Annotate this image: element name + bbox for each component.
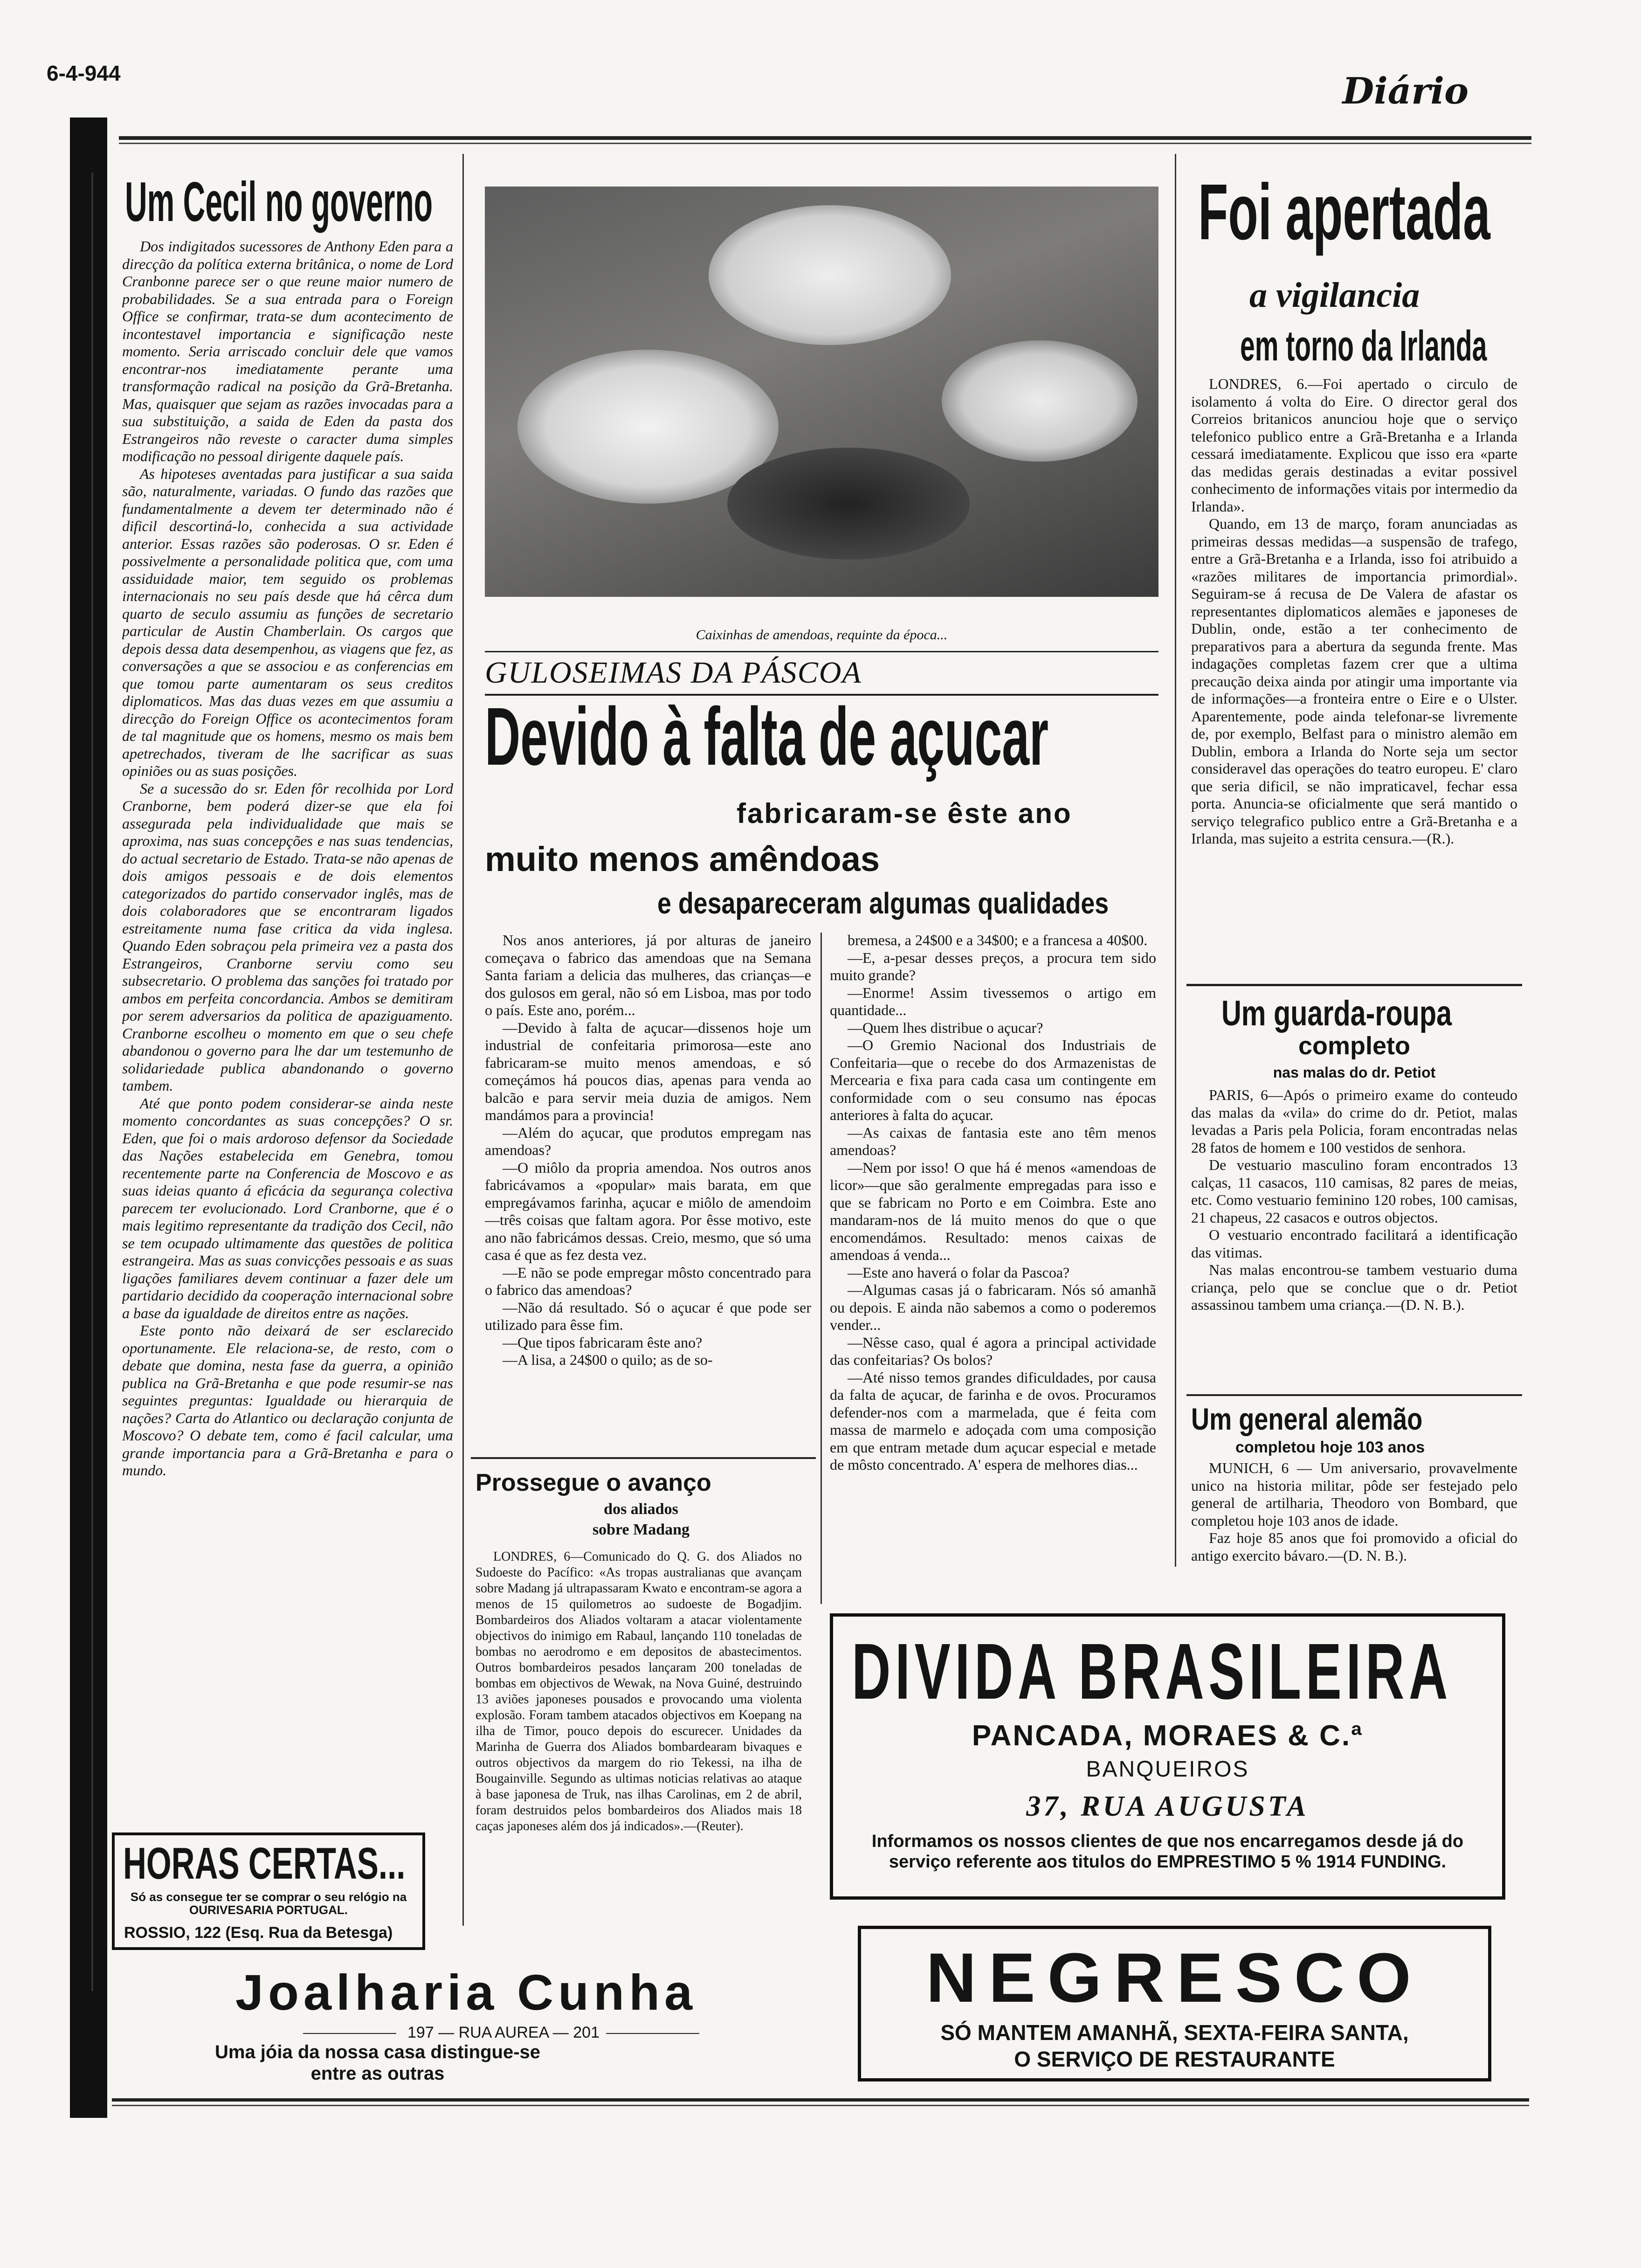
cecil-article <box>122 238 453 1837</box>
pascoa-paragraph: —A lisa, a 24$00 o quilo; as de so- <box>503 1351 713 1368</box>
petiot-paragraph: Nas malas encontrou-se tambem vestuario duma criança, pelo que se conclue que o dr. Petiot assassinou tambem uma criança.—(D. N. B.). <box>1191 1261 1517 1313</box>
caption-rule <box>485 651 1158 652</box>
section-rule <box>1186 984 1522 986</box>
ad-divida-title: DIVIDA BRASILEIRA <box>852 1627 1452 1716</box>
photo-caption: Caixinhas de amendoas, requinte da época... <box>696 627 948 643</box>
pascoa-paragraph: —As caixas de fantasia este ano têm menos amendoas? <box>830 1124 1156 1158</box>
cecil-paragraph: Até que ponto podem considerar-se ainda neste momento concordantes as suas concepções? O sr. Eden, que foi o mais ardoroso defensor da Sociedade das Nações estabelecida em Genebra, tomou recentemente parte na Conferencia de Moscovo e as suas ideias quanto á eficácia da segurança colectiva parecem ter evolucionado. Lord Cranborne, que é o mais legitimo representante da tradição dos Cecil, não se tem ocupado ultimamente das questões de politica estrangeira. Mas as suas convicções pessoais e as suas ligações familiares devem continuar a fazer dele um partidario decidido da cooperação internacional sobre a base da igualdade de direitos entre as nações. <box>122 1094 453 1321</box>
pascoa-paragraph: —O miôlo da propria amendoa. Nos outros anos fabricávamos a «popular» mais barata, em que empregávamos farinha, açucar e miôlo de amendoim—três coisas que faltam agora. Por êsse motivo, este ano não fabricámos dessas. Creio, mesmo, que só uma casa é que as fez desta vez. <box>485 1159 811 1263</box>
ad-joalharia-address: 197 — RUA AUREA — 201 <box>407 2024 600 2041</box>
cecil-paragraph: Este ponto não deixará de ser esclarecido oportunamente. Ele relaciona-se, de resto, com o debate que domina, nesta fase da guerra, a opinião publica na Grã-Bretanha e que pode resumir-se nas seguintes preguntas: Igualdade ou hierarquia de nações? Carta do Atlantico ou declaração conjunta de Moscovo? O debate tem, como é facil calcular, uma grande importancia para a Grã-Bretanha e para o mundo. <box>122 1322 453 1479</box>
margin-bar <box>70 118 107 2118</box>
madang-body: LONDRES, 6—Comunicado do Q. G. dos Aliados no Sudoeste do Pacífico: «As tropas australianas que avançam sobre Madang já ultrapassaram Kwato e encontram-se agora a menos de 15 quilometros ao sudoeste de Bogadjim. Bombardeiros dos Aliados voltaram a atacar violentamente objectivos do inimigo em Rabaul, lançando 110 toneladas de bombas no aerodromo e em depositos de abastecimentos. Outros bombardeiros pesados lançaram 200 toneladas de bombas em objectivos de Wewak, na Nova Guiné, destruindo 13 aviões japoneses pousados e provocando uma violenta explosão. Foram tambem atacados objectivos em Koepang na ilha de Timor, pouco depois do escurecer. Unidades da Marinha de Guerra dos Aliados bombardearam bivaques e outros objectivos da margem do rio Tekessi, na ilha de Bougainville. Segundo as ultimas noticias relativas ao ataque à base japonesa de Truk, nas ilhas Carolinas, em 2 de abril, foram destruidos pelos bombardeiros dos Aliados mais 18 caças japoneses além dos já indicados».—(Reuter). <box>476 1549 802 1833</box>
pascoa-paragraph: —Não dá resultado. Só o açucar é que pode ser utilizado para êsse fim. <box>485 1299 811 1333</box>
ad-negresco-line1: SÓ MANTEM AMANHÃ, SEXTA-FEIRA SANTA, <box>940 2020 1409 2045</box>
general-article <box>1191 1459 1517 1599</box>
cecil-paragraph: As hipoteses aventadas para justificar a sua saida são, naturalmente, variadas. O fundo das razões que fundamentalmente a devem ter determinado não é dificil descortiná-lo, conhecida a sua actividade anterior. Essas razões são poderosas. O sr. Eden é possivelmente a personalidade politica que, com uma assiduidade maior, tem seguido os problemas internacionais no seu país desde que há cêrca dum quarto de seculo assumiu as funções de secretario particular de Austin Chamberlain. Os cargos que depois dessa data desempenhou, as viagens que fez, as conversações a que se associou e as conferencias em que tomou parte aumentaram os seus creditos diplomaticos. Mas das duas vezes em que assumiu a direcção do Foreign Office os acontecimentos foram de tal magnitude que os homens, mesmo os mais bem apetrechados, tiveram de lhe sacrificar as suas opiniões ou as suas posições. <box>122 465 453 779</box>
petiot-headline: Um guarda-roupa <box>1221 994 1452 1033</box>
column-divider <box>91 173 93 1991</box>
petiot-paragraph: PARIS, 6—Após o primeiro exame do conteudo das malas da «vila» do crime do dr. Petiot, malas levadas a Paris pela Policia, foram encontradas nelas 28 fatos de homem e 100 vestidos de senhora. <box>1191 1086 1517 1156</box>
masthead: Diário <box>1342 70 1469 112</box>
bottom-rule <box>112 2098 1529 2102</box>
cecil-paragraph: Dos indigitados sucessores de Anthony Eden para a direcção da política externa britânica, o nome de Lord Cranbonne parece ser o que reune maior numero de probabilidades. Se a sua entrada para o Foreign Office se confirmar, trata-se dum acontecimento de incontestavel importancia e significação neste momento. Seria arriscado concluir dele que vamos encontrar-nos imediatamente perante uma transformação radical na posição da Grã-Bretanha. Mas, quaisquer que sejam as razões invocadas para a sua substituição, a saida de Eden da pasta dos Estrangeiros não reveste o caracter duma simples modificação no pessoal dirigente daquele país. <box>122 238 453 464</box>
pascoa-column-2 <box>830 932 1156 1594</box>
ad-negresco-name: NEGRESCO <box>926 1938 1423 2017</box>
ad-divida-address: 37, RUA AUGUSTA <box>1026 1791 1309 1822</box>
petiot-paragraph: O vestuario encontrado facilitará a identificação das vitimas. <box>1191 1226 1517 1261</box>
pascoa-paragraph: —Este ano haverá o folar da Pascoa? <box>848 1264 1070 1281</box>
pascoa-paragraph: —E não se pode empregar môsto concentrado para o fabrico das amendoas? <box>485 1264 811 1298</box>
general-subhead: completou hoje 103 anos <box>1235 1438 1425 1456</box>
pascoa-paragraph: —Que tipos fabricaram êste ano? <box>503 1334 703 1351</box>
general-paragraph: MUNICH, 6 — Um aniversario, provavelmente unico na historia militar, pôde ser festejado pelo general de artilharia, Theodoro von Bombard, que completou hoje 103 anos de idade. <box>1191 1459 1517 1529</box>
pascoa-paragraph: —Quem lhes distribue o açucar? <box>848 1019 1043 1036</box>
pascoa-subhead-3: e desapareceram algumas qualidades <box>657 886 1109 920</box>
irlanda-paragraph: Quando, em 13 de março, foram anunciadas as primeiras dessas medidas—a suspensão de trafego, entre a Grã-Bretanha e a Irlanda, isso foi atribuido a «razões militares de importancia primordial». Seguiram-se á recusa de De Valera de afastar os representantes diplomaticos alemães e japoneses de Dublin, onde, estão a ter conhecimento de preparativos para a abertura da segunda frente. Mas indagações completas fazem crer que a ultima precaução deixa ainda por atingir uma importante via de informações—a fronteira entre o Eire e o Ulster. Aparentemente, pode ainda telefonar-se livremente de, por exemplo, Belfast para o ministro alemão em Dublin, embora a Irlanda do Norte seja um sector consideravel das operações do teatro europeu. E' claro que seria dificil, se não impraticavel, fechar essa porta. Anuncia-se oficialmente que será mantido o serviço telegrafico publico entre a Grã-Bretanha e a Irlanda, mas sujeito a estrita censura.—(R.). <box>1191 515 1517 847</box>
column-divider <box>462 154 464 1926</box>
irlanda-article <box>1191 375 1517 968</box>
pascoa-paragraph: —Algumas casas já o fabricaram. Nós só amanhã ou depois. E ainda não sabemos a como o poderemos vender... <box>830 1281 1156 1333</box>
madang-headline: Prossegue o avanço <box>476 1469 711 1496</box>
petiot-subhead-2: nas malas do dr. Petiot <box>1273 1064 1436 1081</box>
cecil-paragraph: Se a sucessão do sr. Eden fôr recolhida por Lord Cranborne, bem poderá dizer-se que ela foi assegurada pela individualidade que mais se aproxima, nas suas concepções e nas suas tendencias, do actual secretario de Estado. Trata-se não apenas de dois amigos pessoais e de dois elementos categorizados do partido conservador inglês, mas de dois colaboradores que se encontraram ligados estreitamente numa fase critica da vida inglesa. Quando Eden sobraçou pela primeira vez a pasta dos Estrangeiros, Cranborne serviu como seu subsecretario. O problema das sanções foi tratado por ambos em perfeita concordancia. Ambos se demitiram por serem adversarios da politica de apaziguamento. Cranborne escolheu o momento em que o seu chefe abandonou o governo para lhe dar um testemunho de solidariedade publica abandonando o governo tambem. <box>122 780 453 1094</box>
ad-joalharia-name: Joalharia Cunha <box>235 1964 697 2020</box>
ad-joalharia-slogan: Uma jóia da nossa casa distingue-se entre as outras <box>214 2042 541 2084</box>
pascoa-paragraph: Nos anos anteriores, já por alturas de janeiro começava o fabrico das amendoas que na Semana Santa fariam a delicia das mulheres, das crianças—e dos gulosos em geral, não só em Lisboa, mas por todo o país. Este ano, porém... <box>485 932 811 1018</box>
general-paragraph: Faz hoje 85 anos que foi promovido a oficial do antigo exercito bávaro.—(D. N. B.). <box>1191 1529 1517 1564</box>
ad-divida-brasileira <box>830 1613 1505 1900</box>
ad-negresco-line2: O SERVIÇO DE RESTAURANTE <box>1014 2047 1335 2071</box>
ad-negresco <box>858 1926 1491 2081</box>
pascoa-column-1 <box>485 932 811 1454</box>
easter-almonds-photo <box>485 187 1158 597</box>
almond-bowl <box>942 340 1138 462</box>
pascoa-subhead-1: fabricaram-se êste ano <box>737 798 1072 829</box>
pascoa-paragraph: —Nêsse caso, qual é agora a principal actividade das confeitarias? Os bolos? <box>830 1334 1156 1368</box>
irlanda-headline: Foi apertada <box>1198 168 1490 256</box>
column-divider <box>820 933 822 1604</box>
ad-horas-address: ROSSIO, 122 (Esq. Rua da Betesga) <box>124 1924 393 1942</box>
issue-date: 6-4-944 <box>47 61 121 85</box>
ad-divida-firm: PANCADA, MORAES & C.ª <box>972 1720 1364 1752</box>
irlanda-subhead-2: em torno da Irlanda <box>1240 322 1487 370</box>
ad-horas-certas <box>112 1832 425 1950</box>
general-headline: Um general alemão <box>1191 1402 1423 1436</box>
pascoa-paragraph: —Devido à falta de açucar—dissenos hoje um industrial de confeitaria primorosa—este ano fabricaram-se muito menos amendoas, e só começámos há poucos dias, apenas para venda ao balcão e para servir meia duzia de amigos. Nem mandámos para a provincia! <box>485 1019 811 1123</box>
bottom-rule-thin <box>112 2105 1529 2106</box>
top-rule-thin <box>119 143 1531 144</box>
almond-bowl <box>709 205 951 345</box>
section-rule <box>1186 1394 1522 1396</box>
ad-divida-banqueiros: BANQUEIROS <box>1086 1757 1249 1782</box>
top-rule <box>119 136 1531 140</box>
column-divider <box>1175 154 1176 1567</box>
petiot-article <box>1191 1086 1517 1390</box>
cecil-headline: Um Cecil no governo <box>125 171 433 233</box>
ad-horas-title: HORAS CERTAS... <box>123 1839 406 1888</box>
pascoa-subhead-2: muito menos amêndoas <box>485 840 880 878</box>
pascoa-paragraph: —Além do açucar, que produtos empregam nas amendoas? <box>485 1124 811 1158</box>
petiot-subhead-1: completo <box>1298 1032 1411 1060</box>
pascoa-paragraph: —Até nisso temos grandes dificuldades, por causa da falta de açucar, de farinha e de ovos. Procuramos defender-nos com a marmelada, que é feita com massa de marmelo e adoçada com uma composição em que entram metade dum açucar especial e metade de môsto concentrado. A' espera de melhores dias... <box>830 1369 1156 1473</box>
pascoa-paragraph: bremesa, a 24$00 e a 34$00; e a francesa a 40$00. <box>848 932 1148 948</box>
pascoa-paragraph: —O Gremio Nacional dos Industriais de Confeitaria—que o recebe do dos Armazenistas de Mercearia e fixa para cada casa um contingente em conformidade com o seu consumo nas épocas anteriores à falta do açucar. <box>830 1037 1156 1123</box>
irlanda-paragraph: LONDRES, 6.—Foi apertado o circulo de isolamento á volta do Eire. O director geral dos Correios britanicos anunciou hoje que o serviço telefonico publico entre a Grã-Bretanha e a Irlanda cessará imediatamente. Explicou que isso era «parte das medidas gerais destinadas a evitar possivel conhecimento de informações vitais por intermedio da Irlanda». <box>1191 375 1517 515</box>
madang-top-rule <box>471 1457 816 1459</box>
tray <box>727 448 970 560</box>
pascoa-headline: Devido à falta de açucar <box>485 691 1049 782</box>
ad-divida-notice: Informamos os nossos clientes de que nos encarregamos desde já do serviço referente aos titulos do EMPRESTIMO 5 % 1914 FUNDING. <box>871 1832 1464 1872</box>
madang-subhead-1: dos aliados <box>604 1500 678 1518</box>
pascoa-paragraph: —Enorme! Assim tivessemos o artigo em quantidade... <box>830 984 1156 1018</box>
madang-subhead-2: sobre Madang <box>592 1521 690 1538</box>
pascoa-paragraph: —E, a-pesar desses preços, a procura tem sido muito grande? <box>830 949 1156 983</box>
irlanda-subhead-1: a vigilancia <box>1249 276 1420 315</box>
ad-horas-line1: Só as consegue ter se comprar o seu relógio na OURIVESARIA PORTUGAL. <box>130 1890 407 1917</box>
petiot-paragraph: De vestuario masculino foram encontrados 13 calças, 11 casacos, 110 camisas, 82 pares de meias, etc. Como vestuario feminino 120 robes, 100 camisas, 21 chapeus, 22 casacos e outros objectos. <box>1191 1156 1517 1226</box>
pascoa-paragraph: —Nem por isso! O que há é menos «amendoas de licor»—que são geralmente empregadas para isso e que se fabricam no Porto e em Coimbra. Este ano mandaram-nos de lá muito menos do que o que encomendámos. Resultado: menos caixas de amendoas á venda... <box>830 1159 1156 1263</box>
pascoa-kicker: GULOSEIMAS DA PÁSCOA <box>485 656 862 690</box>
